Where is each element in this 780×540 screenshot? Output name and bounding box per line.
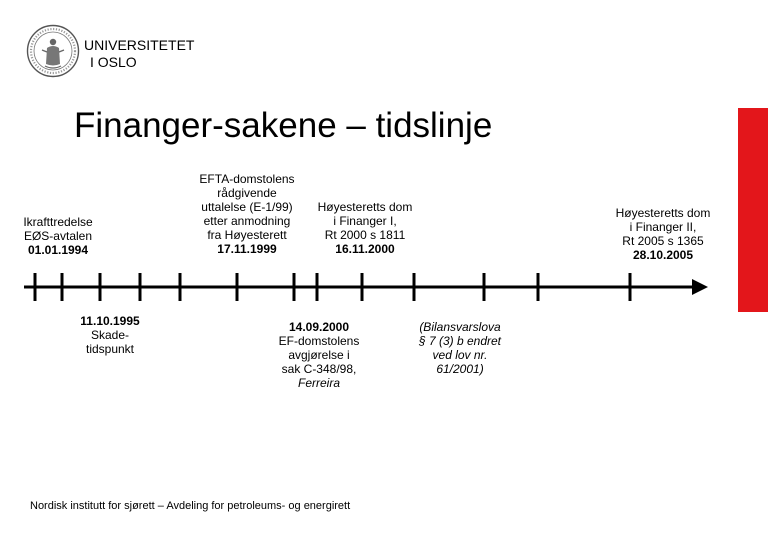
arrow-head-icon: [692, 279, 708, 295]
university-name-line1: UNIVERSITETET: [84, 37, 195, 53]
event-ferreira: 14.09.2000 EF-domstolens avgjørelse i sak C-348/98, Ferreira: [278, 320, 360, 390]
university-name-line2: I OSLO: [90, 54, 137, 70]
event-finanger-1: Høyesteretts dom i Finanger I, Rt 2000 s 1811 16.11.2000: [317, 200, 413, 256]
event-finanger-2: Høyesteretts dom i Finanger II, Rt 2005 s 1365 28.10.2005: [615, 206, 711, 262]
event-skadetidspunkt: 11.10.1995 Skade- tidspunkt: [80, 314, 140, 356]
side-note-bilansvarslova: (Bilansvarslova § 7 (3) b endret ved lov nr. 61/2001): [418, 320, 502, 376]
footer-institute: Nordisk institutt for sjørett – Avdeling for petroleums- og energirett: [30, 500, 351, 512]
event-eos-avtalen: Ikrafttredelse EØS-avtalen 01.01.1994: [23, 215, 93, 257]
event-efta-uttalelse: EFTA-domstolens rådgivende uttalelse (E-1/99) etter anmodning fra Høyesterett 17.11.1999: [199, 172, 295, 256]
slide-title: Finanger-sakene – tidslinje: [74, 106, 493, 145]
